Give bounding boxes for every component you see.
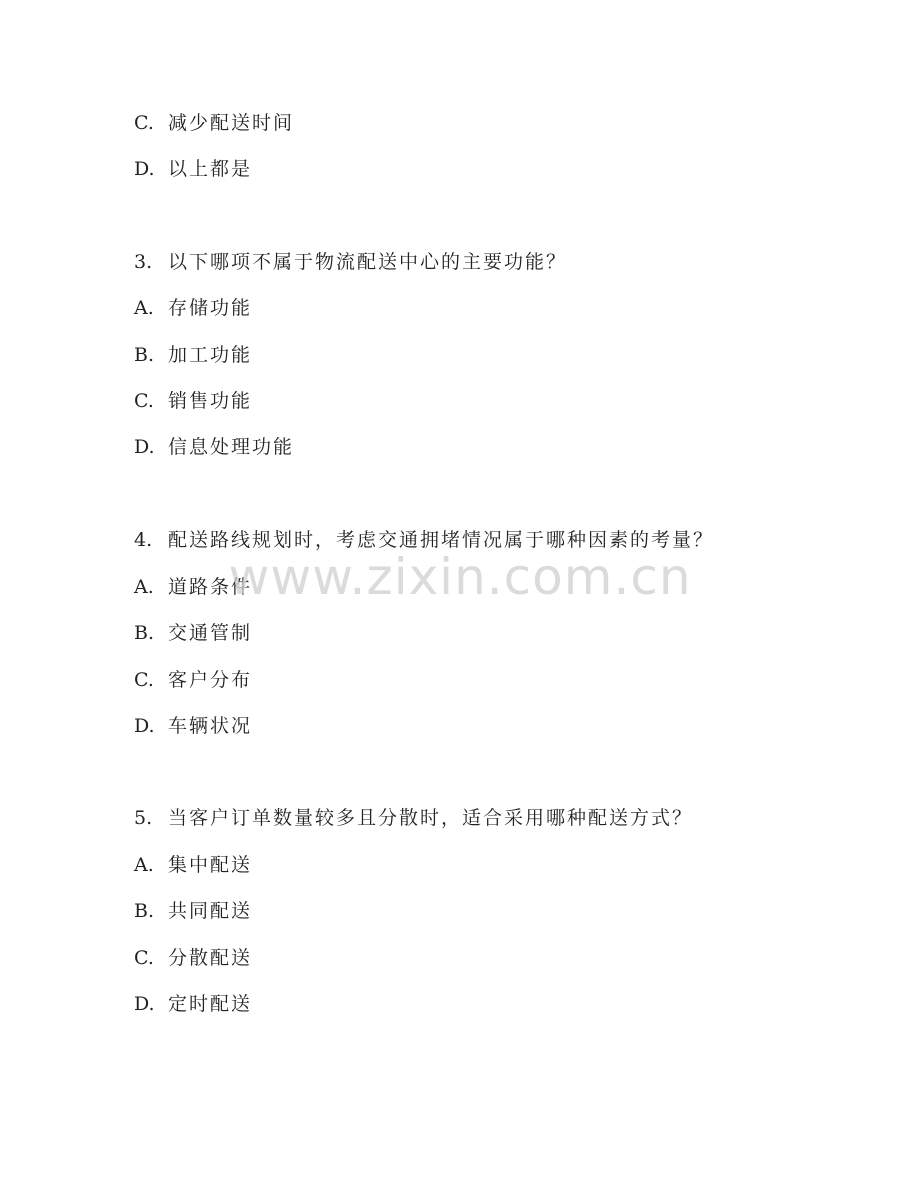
option-text: 加工功能 (168, 344, 253, 366)
option-text: 定时配送 (168, 993, 253, 1015)
q3-option-b (134, 340, 252, 370)
option-text: 交通管制 (168, 622, 253, 644)
option-label: D. (134, 158, 155, 180)
option-text: 存储功能 (168, 297, 253, 319)
question-text: 配送路线规划时，考虑交通拥堵情况属于哪种因素的考量？ (168, 529, 715, 551)
option-label: A. (134, 576, 154, 598)
option-label: D. (134, 436, 155, 458)
option-label: B. (134, 344, 155, 366)
option-label: B. (134, 622, 155, 644)
option-text: 客户分布 (168, 669, 253, 691)
q3-option-a (134, 293, 252, 323)
question-5 (134, 803, 693, 833)
question-3 (134, 247, 567, 277)
option-text: 销售功能 (168, 390, 253, 412)
question-text: 以下哪项不属于物流配送中心的主要功能？ (168, 251, 568, 273)
option-label: C. (134, 390, 154, 412)
option-label: C. (134, 112, 154, 134)
option-label: C. (134, 669, 154, 691)
q2-option-c (134, 108, 294, 138)
q5-option-c (134, 943, 252, 973)
option-text: 以上都是 (168, 158, 253, 180)
q3-option-d (134, 432, 294, 462)
option-label: B. (134, 900, 155, 922)
q5-option-b (134, 896, 252, 926)
q2-option-d (134, 154, 252, 184)
question-number: 5. (134, 807, 153, 829)
question-text: 当客户订单数量较多且分散时，适合采用哪种配送方式？ (168, 807, 694, 829)
q5-option-d (134, 989, 252, 1019)
option-text: 减少配送时间 (168, 112, 295, 134)
q4-option-c (134, 665, 252, 695)
q3-option-c (134, 386, 252, 416)
option-label: C. (134, 947, 154, 969)
option-text: 车辆状况 (168, 715, 253, 737)
watermark: www.zixin.com.cn (228, 548, 692, 606)
option-text: 集中配送 (168, 854, 253, 876)
q4-option-b (134, 618, 252, 648)
option-label: A. (134, 854, 154, 876)
option-label: D. (134, 715, 155, 737)
question-number: 3. (134, 251, 153, 273)
question-number: 4. (134, 529, 153, 551)
q5-option-a (134, 850, 252, 880)
option-text: 共同配送 (168, 900, 253, 922)
option-text: 道路条件 (168, 576, 253, 598)
option-label: D. (134, 993, 155, 1015)
q4-option-d (134, 711, 252, 741)
option-label: A. (134, 297, 154, 319)
option-text: 分散配送 (168, 947, 253, 969)
option-text: 信息处理功能 (168, 436, 295, 458)
